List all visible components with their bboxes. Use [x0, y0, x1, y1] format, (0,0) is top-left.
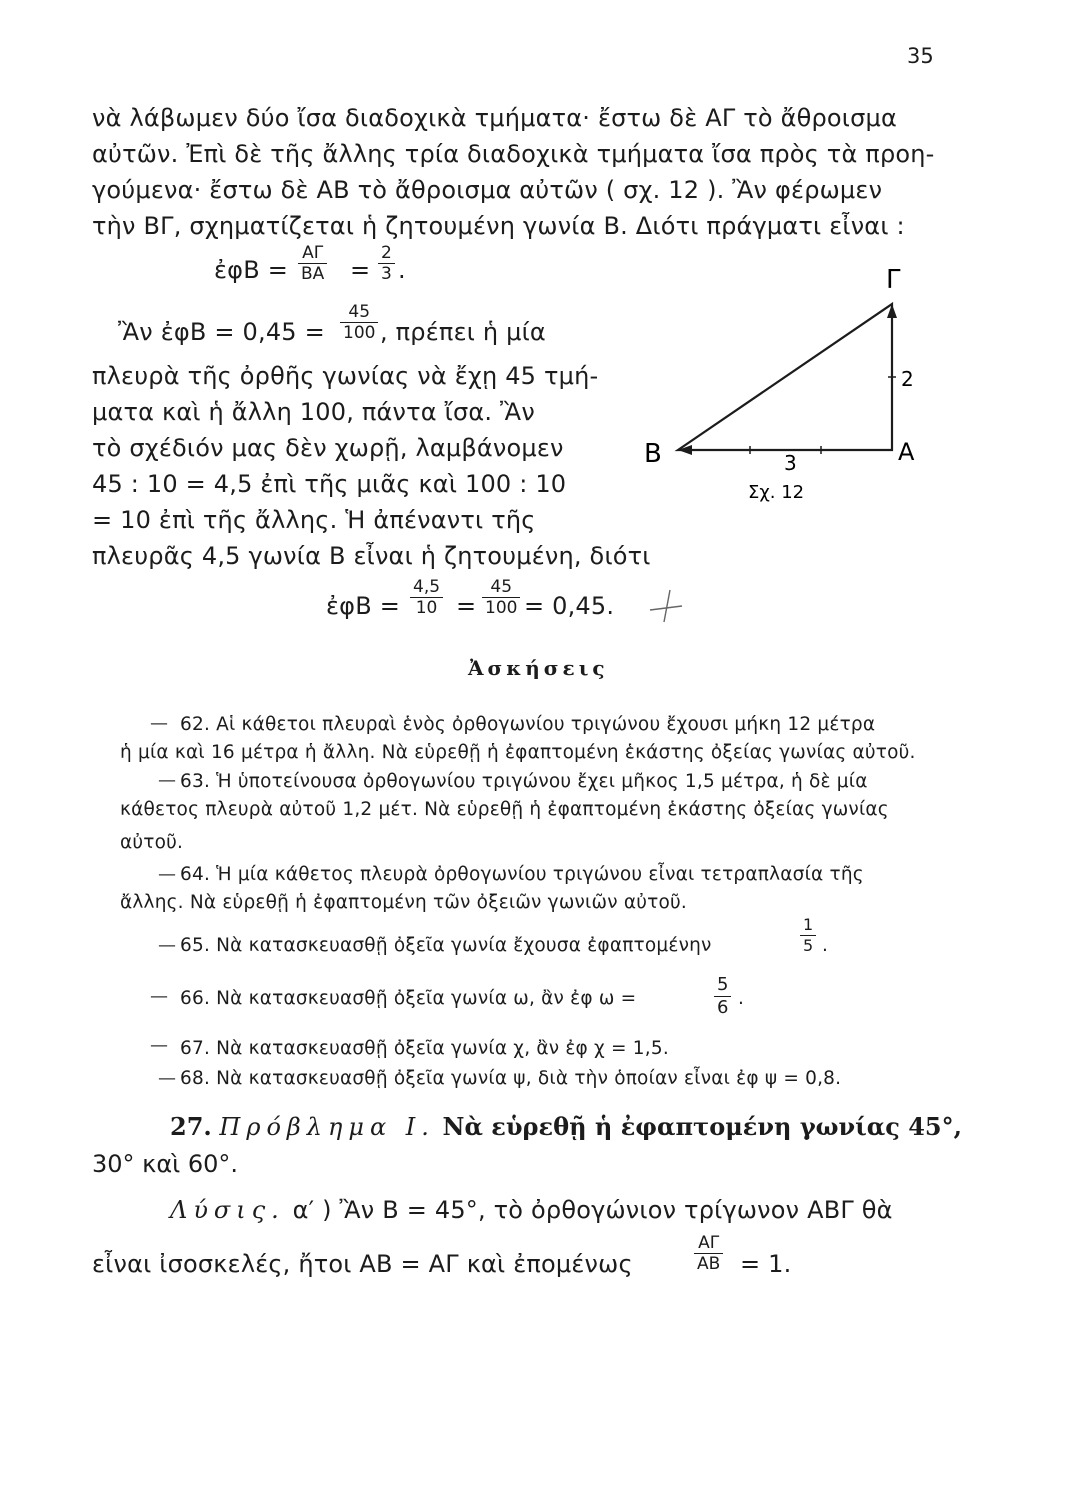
solution-line: εἶναι ἰσοσκελές, ἤτοι ΑΒ = ΑΓ καὶ ἐπομένως [92, 1250, 633, 1278]
formula-period: . [398, 256, 406, 284]
vertex-alpha-label: Α [898, 438, 915, 466]
exercise-67: 67. Νὰ κατασκευασθῇ ὀξεῖα γωνία χ, ἂν ἐφ χ = 1,5. [180, 1038, 669, 1059]
fraction-denominator: 100 [485, 598, 518, 618]
exercise-65: 65. Νὰ κατασκευασθῇ ὀξεῖα γωνία ἔχουσα ἐφαπτομένην [180, 935, 712, 956]
formula-lhs: ἐφΒ = [214, 256, 289, 284]
fraction [714, 975, 731, 1018]
exercise-68: 68. Νὰ κατασκευασθῇ ὀξεῖα γωνία ψ, διὰ τὴν ὁποίαν εἶναι ἐφ ψ = 0,8. [180, 1068, 842, 1089]
fraction-denominator: 10 [415, 598, 438, 618]
exercise-66-period: . [738, 988, 745, 1009]
fraction-numerator: 45 [348, 302, 371, 322]
paragraph-line: αὐτῶν. Ἐπὶ δὲ τῆς ἄλλης τρία διαδοχικὰ τμήματα ἴσα πρὸς τὰ προη- [92, 140, 935, 168]
paragraph-line: τὴν ΒΓ, σχηματίζεται ἡ ζητουμένη γωνία Β. Διότι πράγματι εἶναι : [92, 212, 905, 240]
fraction [298, 244, 327, 283]
formula-rhs: = 0,45. [524, 592, 615, 620]
paragraph-line: τὸ σχέδιόν μας δὲν χωρῇ, λαμβάνομεν [92, 434, 564, 462]
fraction-numerator: 2 [381, 243, 392, 263]
fraction-numerator: ΑΓ [698, 1233, 720, 1253]
figure-caption: Σχ. 12 [748, 482, 805, 503]
fraction-numerator: 1 [803, 915, 814, 934]
fraction [340, 303, 378, 342]
paragraph-line: ματα καὶ ἡ ἄλλη 100, πάντα ἴσα. Ἂν [92, 398, 535, 426]
right-triangle [678, 304, 892, 450]
exercise-64-line: 64. Ἡ μία κάθετος πλευρὰ ὀρθογωνίου τριγώνου εἶναι τετραπλασία τῆς [180, 864, 864, 885]
fraction-numerator: 4,5 [413, 577, 441, 597]
exercise-66: 66. Νὰ κατασκευασθῇ ὀξεῖα γωνία ω, ἂν ἐφ ω = [180, 988, 637, 1009]
solution-line [170, 1196, 893, 1224]
exercise-65-period: . [822, 935, 829, 956]
solution-label: Λύσις. [170, 1196, 285, 1224]
paragraph-line: 45 : 10 = 4,5 ἐπὶ τῆς μιᾶς καὶ 100 : 10 [92, 470, 567, 498]
formula-equals: = [350, 256, 371, 284]
formula-rest: , πρέπει ἡ μία [380, 318, 546, 346]
exercise-62-line: ἡ μία καὶ 16 μέτρα ἡ ἄλλη. Νὰ εὑρεθῇ ἡ ἐφαπτομένη ἑκάστης ὀξείας γωνίας αὐτοῦ. [120, 742, 916, 763]
formula-lhs: ἐφΒ = [326, 592, 401, 620]
fraction-denominator: 6 [717, 997, 729, 1018]
fraction-denominator: ΑΒ [697, 1254, 721, 1274]
exercises-heading: Ἀσκήσεις [468, 656, 609, 680]
triangle-figure [640, 262, 940, 512]
paragraph-line: = 10 ἐπὶ τῆς ἄλλης. Ἡ ἀπέναντι τῆς [92, 506, 536, 534]
formula-lhs: Ἂν ἐφΒ = 0,45 = [118, 318, 325, 346]
fraction [410, 578, 443, 617]
paragraph-line: πλευρᾶς 4,5 γωνία Β εἶναι ἡ ζητουμένη, διότι [92, 542, 651, 570]
fraction [378, 244, 395, 283]
vertex-beta-label: Β [644, 439, 662, 469]
fraction-numerator: 45 [490, 577, 513, 597]
page-number: 35 [907, 44, 934, 68]
exercise-63-line: κάθετος πλευρὰ αὐτοῦ 1,2 μέτ. Νὰ εὑρεθῇ ἡ ἐφαπτομένη ἑκάστης ὀξείας γωνίας [120, 799, 889, 820]
formula-equals: = [456, 592, 477, 620]
vertex-gamma-label: Γ [886, 265, 901, 295]
problem-heading [170, 1112, 962, 1141]
exercise-63-line: αὐτοῦ. [120, 832, 184, 853]
fraction-denominator: 5 [803, 936, 814, 955]
fraction-denominator: 3 [381, 264, 392, 284]
fraction-denominator: 100 [343, 323, 376, 343]
fraction [694, 1234, 723, 1273]
fraction [482, 578, 520, 617]
solution-text: α′ ) Ἂν Β = 45°, τὸ ὀρθογώνιον τρίγωνον ΑΒΓ θὰ [292, 1196, 893, 1224]
problem-title-continued: 30° καὶ 60°. [92, 1150, 239, 1178]
exercise-63-line: 63. Ἡ ὑποτείνουσα ὀρθογωνίου τριγώνου ἔχει μῆκος 1,5 μέτρα, ἡ δὲ μία [180, 771, 868, 792]
exercise-62-line: 62. Αἱ κάθετοι πλευραὶ ἑνὸς ὀρθογωνίου τριγώνου ἔχουσι μήκη 12 μέτρα [180, 714, 876, 735]
problem-number: 27. [170, 1112, 212, 1141]
paragraph-line: πλευρὰ τῆς ὀρθῆς γωνίας νὰ ἔχῃ 45 τμή- [92, 362, 599, 390]
solution-result: = 1. [740, 1250, 792, 1278]
fraction [800, 916, 816, 955]
problem-label: Πρόβλημα Ι. [219, 1113, 435, 1141]
fraction-numerator: ΑΓ [302, 243, 324, 263]
fraction-denominator: ΒΑ [301, 264, 325, 284]
paragraph-line: γούμενα· ἔστω δὲ ΑΒ τὸ ἄθροισμα αὐτῶν ( σχ. 12 ). Ἂν φέρωμεν [92, 176, 883, 204]
fraction-numerator: 5 [717, 974, 729, 995]
exercise-64-line: ἄλλης. Νὰ εὑρεθῇ ἡ ἐφαπτομένη τῶν ὀξειῶν γωνιῶν αὐτοῦ. [120, 892, 687, 913]
problem-title: Νὰ εὑρεθῇ ἡ ἐφαπτομένη γωνίας 45°, [442, 1112, 962, 1141]
paragraph-line: νὰ λάβωμεν δύο ἴσα διαδοχικὰ τμήματα· ἔστω δὲ ΑΓ τὸ ἄθροισμα [92, 104, 898, 132]
side-length-horizontal: 3 [784, 451, 797, 475]
handwritten-mark [648, 586, 684, 626]
side-length-vertical: 2 [901, 367, 914, 391]
